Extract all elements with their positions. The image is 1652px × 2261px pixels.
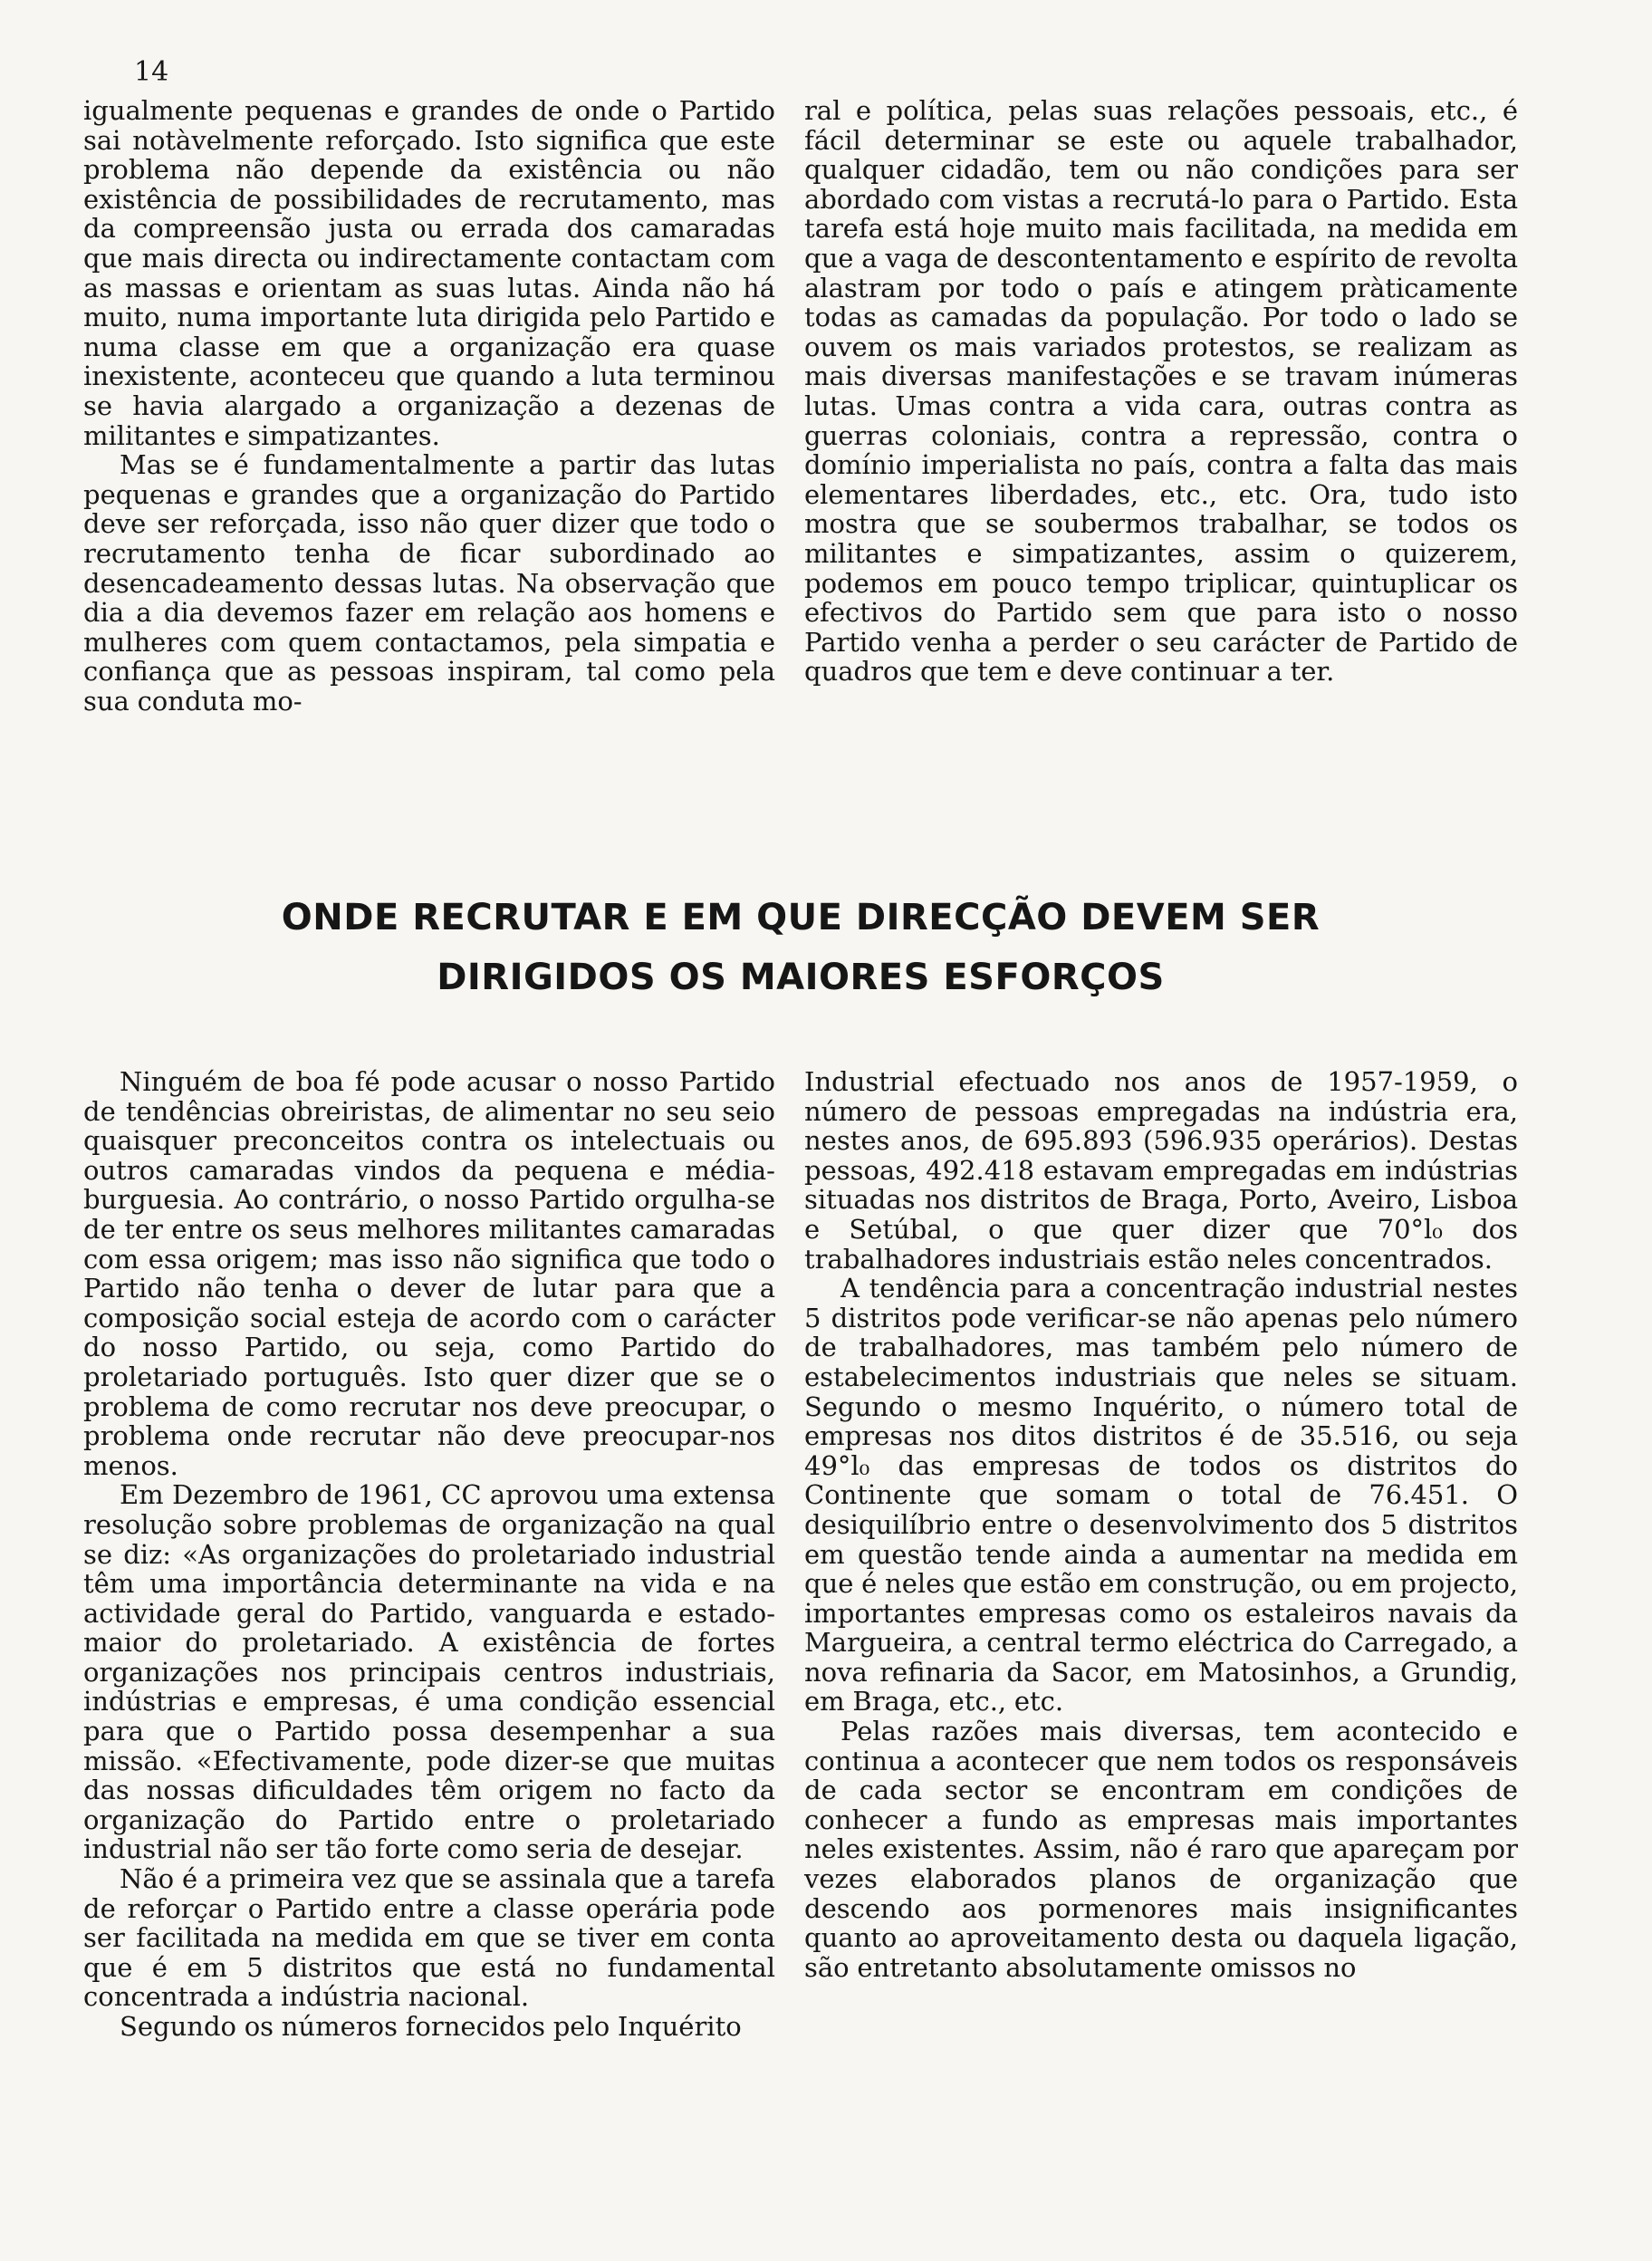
top-right-column (804, 96, 1518, 687)
page-number: 14 (134, 56, 169, 88)
bottom-right-column (804, 1067, 1518, 1982)
section-heading-line-2: DIRIGIDOS OS MAIORES ESFORÇOS (437, 957, 1165, 998)
paragraph: Não é a primeira vez que se assinala que a tarefa de reforçar o Partido entre a classe operária pode ser facilitada na medida em que se tiver em conta que é em 5 distritos que está no fundamental concentrada a indústria nacional. (83, 1863, 775, 2013)
bottom-left-column (83, 1067, 775, 2042)
paragraph: Mas se é fundamentalmente a partir das lutas pequenas e grandes que a organização do Partido deve ser reforçada, isso não quer dizer que todo o recrutamento tenha de ficar subordinado ao desencadeamento dessas lutas. Na observação que dia a dia devemos fazer em relação aos homens e mulheres com quem contactamos, pela simpatia e confiança que as pessoas inspiram, tal como pela sua conduta mo- (83, 449, 775, 717)
section-heading (83, 888, 1518, 1007)
top-left-column (83, 96, 775, 716)
paragraph: Em Dezembro de 1961, CC aprovou uma extensa resolução sobre problemas de organização na qual se diz: «As organizações do proletariado industrial têm uma importância determinante na vida e na actividade geral do Partido, vanguarda e estado-maior do proletariado. A existência de fortes organizações nos principais centros industriais, indústrias e empresas, é uma condição essencial para que o Partido possa desempenhar a sua missão. «Efectivamente, pode dizer-se que muitas das nossas dificuldades têm origem no facto da organização do Partido entre o proletariado industrial não ser tão forte como seria de desejar. (83, 1479, 775, 1865)
paragraph: Ninguém de boa fé pode acusar o nosso Partido de tendências obreiristas, de alimentar no seu seio quaisquer preconceitos contra os intelectuais ou outros camaradas vindos da pequena e média-burguesia. Ao contrário, o nosso Partido orgulha-se de ter entre os seus melhores militantes camaradas com essa origem; mas isso não significa que todo o Partido não tenha o dever de lutar para que a composição social esteja de acordo com o carácter do nosso Partido, ou seja, como Partido do proletariado português. Isto quer dizer que se o problema de como recrutar nos deve preocupar, o problema onde recrutar não deve preocupar-nos menos. (83, 1066, 775, 1481)
paragraph: Segundo os números fornecidos pelo Inquérito (120, 2011, 742, 2042)
paragraph: ral e política, pelas suas relações pessoais, etc., é fácil determinar se este ou aquele trabalhador, qualquer cidadão, tem ou não condições para ser abordado com vistas a recrutá-lo para o Partido. Esta tarefa está hoje muito mais facilitada, na medida em que a vaga de descontentamento e espírito de revolta alastram por todo o país e atingem pràticamente todas as camadas da população. Por todo o lado se ouvem os mais variados protestos, se realizam as mais diversas manifestações e se travam inúmeras lutas. Umas contra a vida cara, outras contra as guerras coloniais, contra a repressão, contra o domínio imperialista no país, contra a falta das mais elementares liberdades, etc., etc. Ora, tudo isto mostra que se soubermos trabalhar, se todos os militantes e simpatizantes, assim o quizerem, podemos em pouco tempo triplicar, quintuplicar os efectivos do Partido sem que para isto o nosso Partido venha a perder o seu carácter de Partido de quadros que tem e deve continuar a ter. (804, 95, 1518, 688)
section-heading-line-1: ONDE RECRUTAR E EM QUE DIRECÇÃO DEVEM SER (281, 897, 1321, 938)
paragraph: Pelas razões mais diversas, tem acontecido e continua a acontecer que nem todos os responsáveis de cada sector se encontram em condições de conhecer a fundo as empresas mais importantes neles existentes. Assim, não é raro que apareçam por vezes elaborados planos de organização que descendo aos pormenores mais insignificantes quanto ao aproveitamento desta ou daquela ligação, são entretanto absolutamente omissos no (804, 1716, 1518, 1983)
paragraph: Industrial efectuado nos anos de 1957-1959, o número de pessoas empregadas na indústria era, nestes anos, de 695.893 (596.935 operários). Destas pessoas, 492.418 estavam empregadas em indústrias situadas nos distritos de Braga, Porto, Aveiro, Lisboa e Setúbal, o que quer dizer que 70°l₀ dos trabalhadores industriais estão neles concentrados. (804, 1066, 1518, 1275)
paragraph: A tendência para a concentração industrial nestes 5 distritos pode verificar-se não apenas pelo número de trabalhadores, mas também pelo número de estabelecimentos industriais que neles se situam. Segundo o mesmo Inquérito, o número total de empresas nos ditos distritos é de 35.516, ou seja 49°l₀ das empresas de todos os distritos do Continente que somam o total de 76.451. O desiquilíbrio entre o desenvolvimento dos 5 distritos em questão tende ainda a aumentar na medida em que é neles que estão em construção, ou em projecto, importantes empresas como os estaleiros navais da Margueira, a central termo eléctrica do Carregado, a nova refinaria da Sacor, em Matosinhos, a Grundig, em Braga, etc., etc. (804, 1273, 1518, 1717)
paragraph: igualmente pequenas e grandes de onde o Partido sai notàvelmente reforçado. Isto significa que este problema não depende da existência ou não existência de possibilidades de recrutamento, mas da compreensão justa ou errada dos camaradas que mais directa ou indirectamente contactam com as massas e orientam as suas lutas. Ainda não há muito, numa importante luta dirigida pelo Partido e numa classe em que a organização era quase inexistente, aconteceu que quando a luta terminou se havia alargado a organização a dezenas de militantes e simpatizantes. (83, 95, 775, 451)
